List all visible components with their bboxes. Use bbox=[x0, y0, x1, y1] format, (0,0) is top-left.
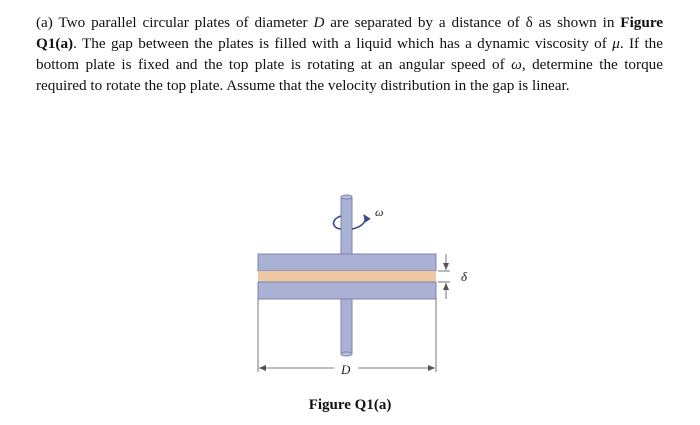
question-sentence-5: . If the bottom plate is fixed and the top plate is rotating at an angular speed of bbox=[36, 35, 664, 73]
top-plate bbox=[258, 254, 436, 271]
symbol-delta: δ bbox=[525, 14, 533, 31]
question-sentence-4: . The gap between the plates is filled with a liquid which has a dynamic viscosity of bbox=[73, 35, 607, 52]
question-sentence-6: , determine the torque required to rotate the top plate. Assume that the velocity distribution in the gap is linear. bbox=[36, 56, 664, 94]
lower-shaft-cap bbox=[341, 352, 352, 356]
figure-caption: Figure Q1(a) bbox=[308, 397, 392, 413]
upper-shaft bbox=[341, 197, 352, 255]
upper-shaft-cap bbox=[341, 195, 352, 199]
lower-shaft bbox=[341, 299, 352, 354]
figure-reference: Figure Q1(a) bbox=[36, 14, 664, 52]
question-part: (a) bbox=[36, 14, 53, 31]
symbol-omega: ω bbox=[511, 56, 522, 73]
omega-label: ω bbox=[375, 205, 384, 219]
liquid-gap bbox=[258, 271, 436, 282]
question-sentence-1: Two parallel circular plates of diameter bbox=[58, 14, 308, 31]
symbol-d: D bbox=[313, 14, 325, 31]
bottom-plate bbox=[258, 282, 436, 299]
question-sentence-3: as shown in bbox=[538, 14, 615, 31]
d-label: D bbox=[341, 362, 351, 377]
delta-label: δ bbox=[461, 269, 468, 284]
symbol-mu: μ bbox=[612, 35, 620, 52]
question-sentence-2: are separated by a distance of bbox=[330, 14, 520, 31]
